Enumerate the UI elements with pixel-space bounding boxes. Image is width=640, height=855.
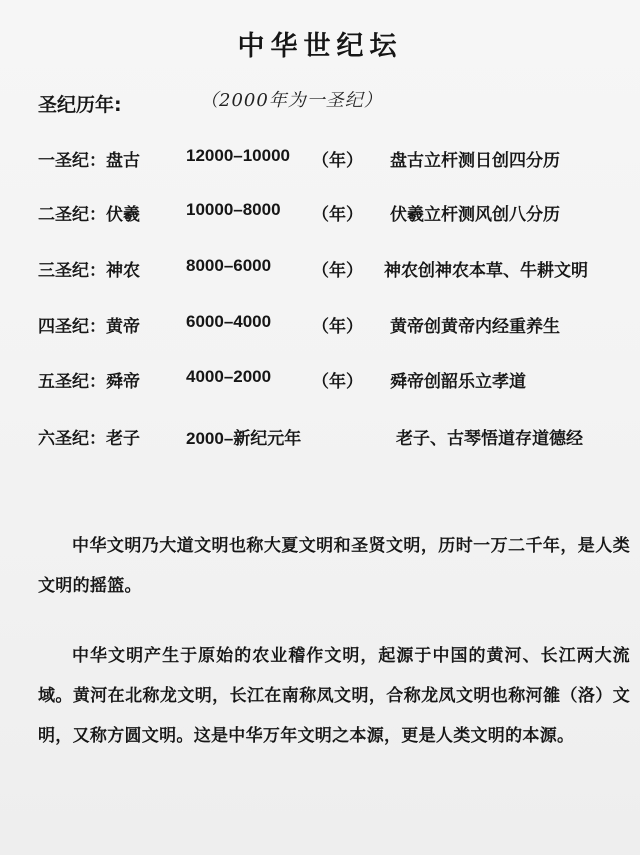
era-unit: （年）	[312, 151, 363, 171]
era-unit: （年）	[312, 372, 363, 392]
era-row	[0, 367, 640, 397]
era-row	[0, 312, 640, 342]
era-unit: （年）	[312, 205, 363, 225]
era-years: 2000–新纪元年	[186, 429, 302, 448]
era-row	[0, 200, 640, 230]
era-description: 黄帝创黄帝内经重养生	[390, 317, 560, 337]
era-years: 6000–4000	[186, 312, 272, 331]
era-handwritten-note: （2000年为一圣纪）	[200, 90, 383, 111]
era-unit: （年）	[312, 261, 363, 281]
era-row	[0, 424, 640, 454]
era-name: 三圣纪：神农	[38, 261, 140, 281]
era-description: 盘古立杆测日创四分历	[390, 151, 560, 171]
era-years: 8000–6000	[186, 256, 272, 275]
era-unit: （年）	[312, 317, 363, 337]
era-years: 12000–10000	[186, 146, 291, 165]
era-name: 五圣纪：舜帝	[38, 372, 140, 392]
era-row	[0, 256, 640, 286]
page-title: 中华世纪坛	[237, 31, 403, 62]
era-years: 10000–8000	[186, 200, 281, 219]
era-name: 二圣纪：伏羲	[38, 205, 140, 225]
era-heading: 圣纪历年:	[38, 94, 122, 116]
era-description: 伏羲立杆测风创八分历	[390, 205, 560, 225]
era-name: 四圣纪：黄帝	[38, 317, 140, 337]
era-years: 4000–2000	[186, 367, 272, 386]
paragraph: 中华文明乃大道文明也称大夏文明和圣贤文明，历时一万二千年，是人类文明的摇篮。	[38, 536, 630, 596]
era-description: 舜帝创韶乐立孝道	[390, 372, 526, 392]
paragraph: 中华文明产生于原始的农业稽作文明，起源于中国的黄河、长江两大流域。黄河在北称龙文明，长江在南称凤文明，合称龙凤文明也称河雒（洛）文明，又称方圆文明。这是中华万年文明之本源，更是人类文明的本源。	[38, 646, 630, 746]
era-description: 神农创神农本草、牛耕文明	[384, 261, 588, 281]
era-name: 六圣纪：老子	[38, 429, 140, 449]
era-name: 一圣纪：盘古	[38, 151, 140, 171]
era-description: 老子、古琴悟道存道德经	[396, 429, 583, 449]
era-row	[0, 146, 640, 176]
